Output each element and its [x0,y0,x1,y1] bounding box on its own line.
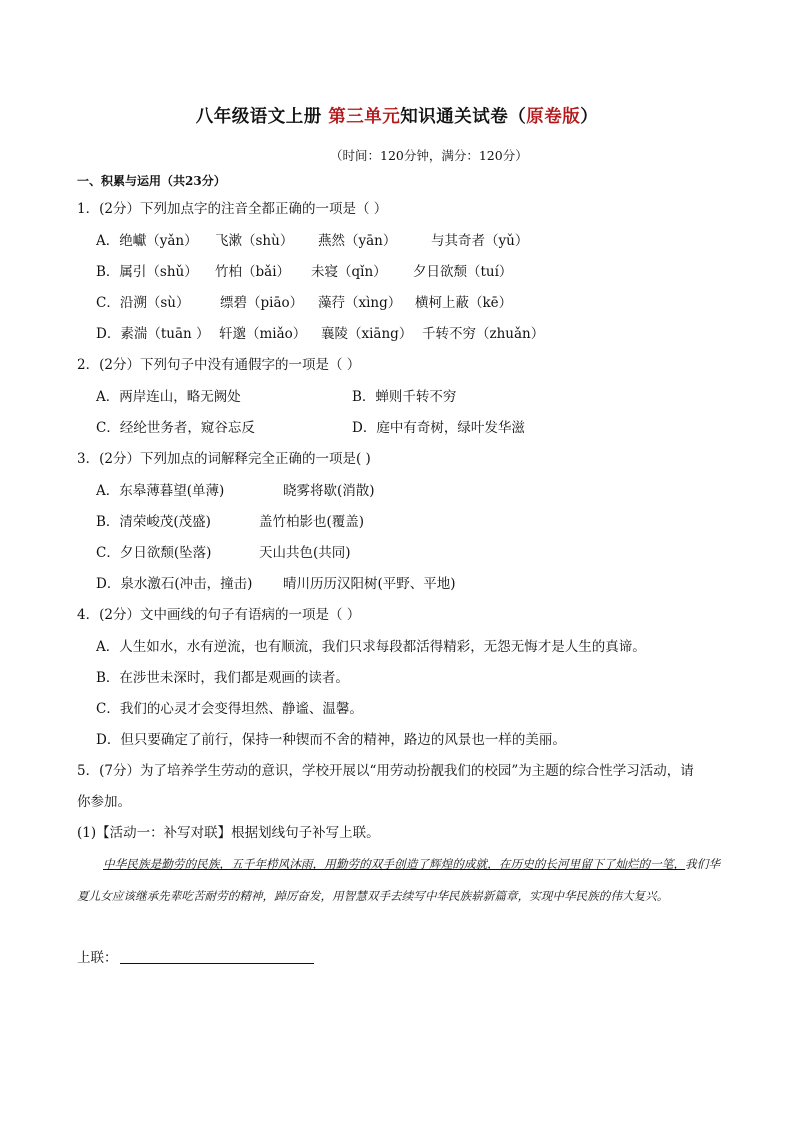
question-2-option-d: D．庭中有奇树，绿叶发华滋 [352,420,525,436]
question-3-stem: 3．(2分）下列加点的词解释完全正确的一项是( ) [77,451,371,467]
question-4-option-d: D．但只要确定了前行，保持一种锲而不舍的精神，路边的风景也一样的美丽。 [96,732,566,748]
exam-info: （时间：120分钟，满分：120分） [330,148,528,163]
question-2-option-b: B．蝉则千转不穷 [352,389,457,405]
title-version: 原卷版 [526,107,581,127]
answer-blank[interactable] [120,949,314,964]
question-5-activity-1: (1)【活动一：补写对联】根据划线句子补写上联。 [77,825,380,841]
answer-line [77,946,314,966]
reading-passage: 中华民族是勤劳的民族，五千年栉风沐雨，用勤劳的双手创造了辉煌的成就，在历史的长河里留下了灿烂的一笔，我们华夏儿女应该继承先辈吃苦耐劳的精神，踔厉奋发，用智慧双手去续写中华民族崭新篇章，实现中华民族的伟大复兴。 [77,857,720,903]
question-4-option-a: A．人生如水，水有逆流，也有顺流，我们只求每段都活得精彩，无怨无悔才是人生的真谛。 [96,639,646,655]
question-5-stem-cont: 你参加。 [77,794,131,810]
title-unit: 第三单元 [328,107,401,127]
question-2-option-a: A．两岸连山，略无阙处 [96,389,241,405]
underlined-sentence: 中华民族是勤劳的民族，五千年栉风沐雨，用勤劳的双手创造了辉煌的成就，在历史的长河里留下了灿烂的一笔， [103,857,686,871]
question-4-option-b: B．在涉世未深时，我们都是观画的读者。 [96,670,349,686]
question-4-option-c: C．我们的心灵才会变得坦然、静谧、温馨。 [96,701,363,717]
answer-label: 上联： [77,950,118,966]
question-2-option-c: C．经纶世务者，窥谷忘反 [96,420,255,436]
section-heading: 一、积累与运用（共23分） [77,174,226,188]
question-4-stem: 4．(2分）文中画线的句子有语病的一项是（ ） [77,607,361,623]
page-title: 八年级语文上册 第三单元知识通关试卷（原卷版） [195,107,599,127]
question-5-stem: 5．(7分）为了培养学生劳动的意识，学校开展以“用劳动扮靓我们的校园”为主题的综合性学习活动，请 [77,763,694,779]
question-1-stem: 1．(2分）下列加点字的注音全都正确的一项是（ ） [77,201,388,217]
question-2-stem: 2．(2分）下列句子中没有通假字的一项是（ ） [77,357,361,373]
